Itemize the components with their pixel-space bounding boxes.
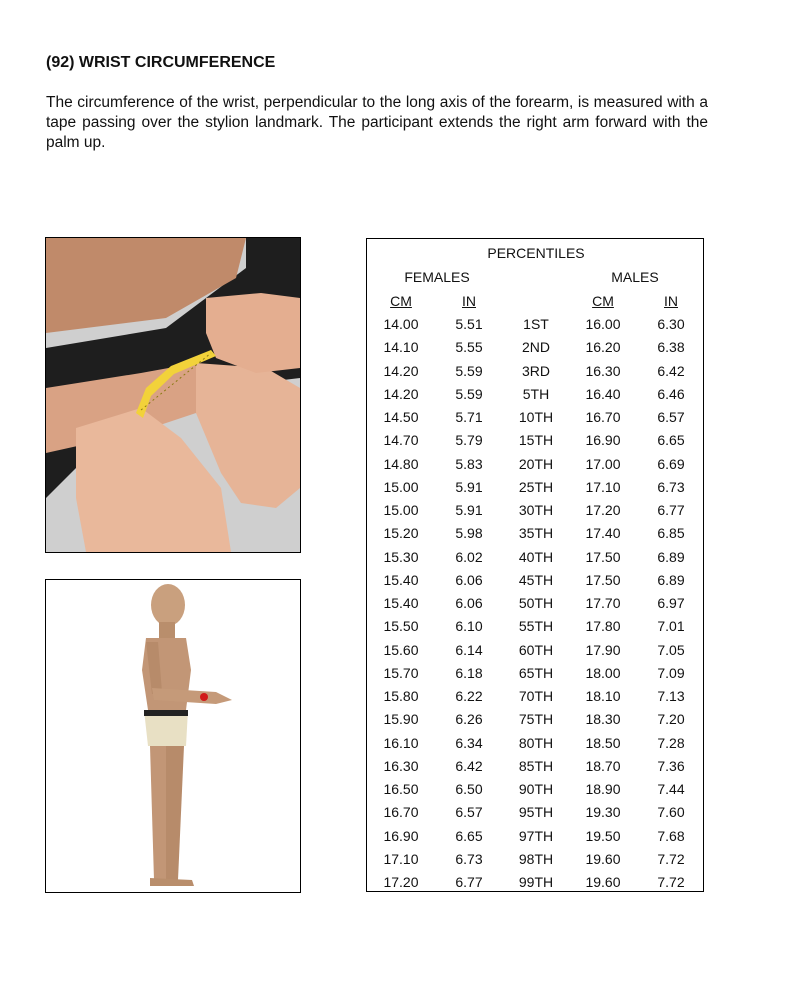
male-in-cell: 6.77 xyxy=(657,502,685,518)
percentile-cell: 3RD xyxy=(521,362,550,379)
percentile-cell: 35TH xyxy=(518,525,554,542)
table-title: PERCENTILES xyxy=(487,245,585,261)
male-in-cell: 7.28 xyxy=(657,734,685,751)
percentile-cell: 15TH xyxy=(518,432,554,449)
female-cm-cell: 16.10 xyxy=(383,734,419,751)
male-cm-cell: 17.20 xyxy=(585,502,621,518)
male-in-cell: 6.97 xyxy=(657,595,685,611)
table-row xyxy=(367,851,703,874)
female-cm-cell: 15.70 xyxy=(383,664,419,681)
percentile-cell: 80TH xyxy=(518,734,554,751)
female-cm-cell: 15.00 xyxy=(383,478,419,495)
male-in-cell: 6.89 xyxy=(657,571,685,588)
male-cm-cell: 17.70 xyxy=(585,595,621,611)
female-cm-cell: 14.70 xyxy=(383,432,419,449)
table-row xyxy=(367,642,703,665)
percentiles-table xyxy=(366,238,704,892)
wrist-photo-illustration xyxy=(46,238,300,552)
male-in-cell: 6.69 xyxy=(657,455,685,472)
female-in-cell: 6.22 xyxy=(455,688,483,704)
table-row xyxy=(367,456,703,479)
percentile-cell: 60TH xyxy=(518,641,554,658)
percentile-cell: 25TH xyxy=(518,478,554,495)
male-in-cell: 6.30 xyxy=(657,316,685,332)
table-row xyxy=(367,804,703,827)
table-row xyxy=(367,386,703,409)
male-in-cell: 6.89 xyxy=(657,548,685,565)
male-cm-cell: 17.10 xyxy=(585,478,621,495)
percentile-cell: 2ND xyxy=(521,339,550,356)
table-row xyxy=(367,525,703,548)
percentile-cell: 97TH xyxy=(518,827,554,844)
percentile-cell: 50TH xyxy=(518,595,554,611)
female-in-header: IN xyxy=(462,293,476,309)
table-row xyxy=(367,758,703,781)
female-in-cell: 5.59 xyxy=(455,362,483,379)
page-title: (92) WRIST CIRCUMFERENCE xyxy=(46,54,276,71)
male-in-cell: 6.42 xyxy=(657,362,685,379)
female-in-cell: 5.71 xyxy=(455,409,483,425)
male-cm-header: CM xyxy=(592,293,614,309)
table-row xyxy=(367,735,703,758)
percentile-cell: 90TH xyxy=(518,781,554,797)
female-cm-cell: 15.80 xyxy=(383,688,419,704)
male-cm-cell: 16.40 xyxy=(585,385,621,402)
male-in-cell: 7.72 xyxy=(657,874,685,890)
percentile-cell: 75TH xyxy=(518,711,554,728)
male-cm-cell: 17.40 xyxy=(585,525,621,542)
male-cm-cell: 18.30 xyxy=(585,711,621,728)
percentile-cell: 5TH xyxy=(522,385,550,402)
male-cm-cell: 17.00 xyxy=(585,455,621,472)
percentile-cell: 20TH xyxy=(518,455,554,472)
female-in-cell: 6.10 xyxy=(455,618,483,635)
female-in-cell: 6.02 xyxy=(455,548,483,565)
female-cm-cell: 16.50 xyxy=(383,781,419,797)
measurement-description: The circumference of the wrist, perpendicular to the long axis of the forearm, is measured with a tape passing over the stylion landmark. The participant extends the right arm forward with the palm up. xyxy=(46,94,708,151)
male-in-cell: 6.57 xyxy=(657,409,685,425)
table-row xyxy=(367,363,703,386)
percentile-cell: 30TH xyxy=(518,502,554,518)
female-cm-cell: 15.30 xyxy=(383,548,419,565)
male-cm-cell: 17.50 xyxy=(585,571,621,588)
table-row xyxy=(367,432,703,455)
table-row xyxy=(367,479,703,502)
female-in-cell: 6.42 xyxy=(455,757,483,774)
female-cm-cell: 14.80 xyxy=(383,455,419,472)
male-cm-cell: 16.90 xyxy=(585,432,621,449)
percentile-cell: 10TH xyxy=(518,409,554,425)
male-cm-cell: 17.50 xyxy=(585,548,621,565)
female-in-cell: 6.77 xyxy=(455,874,483,890)
anthropometric-model-figure xyxy=(45,579,301,893)
male-cm-cell: 18.90 xyxy=(585,781,621,797)
male-in-header: IN xyxy=(664,293,678,309)
percentile-cell: 45TH xyxy=(518,571,554,588)
female-in-cell: 5.91 xyxy=(455,502,483,518)
percentile-cell: 1ST xyxy=(523,316,549,332)
female-cm-cell: 14.20 xyxy=(383,385,419,402)
table-row xyxy=(367,618,703,641)
table-row xyxy=(367,828,703,851)
female-in-cell: 6.57 xyxy=(455,804,483,821)
male-cm-cell: 18.70 xyxy=(585,757,621,774)
female-cm-cell: 15.00 xyxy=(383,502,419,518)
male-cm-cell: 16.70 xyxy=(585,409,621,425)
male-in-cell: 7.44 xyxy=(657,781,685,797)
wrist-measurement-photo xyxy=(45,237,301,553)
percentile-cell: 99TH xyxy=(518,874,554,890)
male-cm-cell: 17.80 xyxy=(585,618,621,635)
male-in-cell: 7.68 xyxy=(657,827,685,844)
percentile-cell: 40TH xyxy=(518,548,554,565)
male-in-cell: 6.73 xyxy=(657,478,685,495)
female-cm-cell: 14.20 xyxy=(383,362,419,379)
female-cm-cell: 14.50 xyxy=(383,409,419,425)
male-in-cell: 6.65 xyxy=(657,432,685,449)
percentile-cell: 95TH xyxy=(518,804,554,821)
male-in-cell: 7.72 xyxy=(657,850,685,867)
male-in-cell: 6.85 xyxy=(657,525,685,542)
female-cm-cell: 16.90 xyxy=(383,827,419,844)
female-in-cell: 6.14 xyxy=(455,641,483,658)
female-in-cell: 6.18 xyxy=(455,664,483,681)
table-row xyxy=(367,549,703,572)
female-cm-cell: 15.50 xyxy=(383,618,419,635)
male-in-cell: 7.60 xyxy=(657,804,685,821)
table-row xyxy=(367,409,703,432)
female-cm-cell: 14.00 xyxy=(383,316,419,332)
female-cm-cell: 16.30 xyxy=(383,757,419,774)
female-cm-cell: 15.60 xyxy=(383,641,419,658)
percentile-cell: 55TH xyxy=(518,618,554,635)
female-in-cell: 5.83 xyxy=(455,455,483,472)
female-cm-cell: 15.90 xyxy=(383,711,419,728)
male-in-cell: 6.46 xyxy=(657,385,685,402)
female-in-cell: 6.26 xyxy=(455,711,483,728)
table-row xyxy=(367,572,703,595)
table-row xyxy=(367,874,703,897)
table-row xyxy=(367,339,703,362)
percentile-cell: 65TH xyxy=(518,664,554,681)
male-in-cell: 7.09 xyxy=(657,664,685,681)
male-cm-cell: 16.20 xyxy=(585,339,621,356)
male-cm-cell: 19.60 xyxy=(585,850,621,867)
table-row xyxy=(367,688,703,711)
male-in-cell: 7.36 xyxy=(657,757,685,774)
female-cm-cell: 17.20 xyxy=(383,874,419,890)
male-in-cell: 7.20 xyxy=(657,711,685,728)
table-row xyxy=(367,595,703,618)
female-in-cell: 6.06 xyxy=(455,595,483,611)
males-header: MALES xyxy=(611,269,659,285)
male-cm-cell: 19.60 xyxy=(585,874,621,890)
male-cm-cell: 18.50 xyxy=(585,734,621,751)
male-cm-cell: 16.00 xyxy=(585,316,621,332)
female-in-cell: 5.91 xyxy=(455,478,483,495)
male-cm-cell: 19.30 xyxy=(585,804,621,821)
table-row xyxy=(367,711,703,734)
male-cm-cell: 19.50 xyxy=(585,827,621,844)
table-row xyxy=(367,665,703,688)
female-in-cell: 5.55 xyxy=(455,339,483,356)
female-in-cell: 6.50 xyxy=(455,781,483,797)
female-in-cell: 5.51 xyxy=(455,316,483,332)
table-row xyxy=(367,502,703,525)
female-cm-cell: 15.20 xyxy=(383,525,419,542)
female-cm-cell: 15.40 xyxy=(383,595,419,611)
female-in-cell: 5.98 xyxy=(455,525,483,542)
female-in-cell: 6.65 xyxy=(455,827,483,844)
table-row xyxy=(367,316,703,339)
females-header: FEMALES xyxy=(404,269,470,285)
male-in-cell: 6.38 xyxy=(657,339,685,356)
female-cm-cell: 17.10 xyxy=(383,850,419,867)
female-in-cell: 6.34 xyxy=(455,734,483,751)
female-cm-cell: 16.70 xyxy=(383,804,419,821)
female-in-cell: 6.73 xyxy=(455,850,483,867)
female-cm-cell: 15.40 xyxy=(383,571,419,588)
percentile-cell: 70TH xyxy=(518,688,554,704)
male-cm-cell: 18.00 xyxy=(585,664,621,681)
male-in-cell: 7.05 xyxy=(657,641,685,658)
female-cm-header: CM xyxy=(390,293,412,309)
female-in-cell: 6.06 xyxy=(455,571,483,588)
male-in-cell: 7.13 xyxy=(657,688,685,704)
male-cm-cell: 16.30 xyxy=(585,362,621,379)
female-cm-cell: 14.10 xyxy=(383,339,419,356)
percentile-cell: 85TH xyxy=(518,757,554,774)
female-in-cell: 5.79 xyxy=(455,432,483,449)
male-in-cell: 7.01 xyxy=(657,618,685,635)
table-row xyxy=(367,781,703,804)
female-in-cell: 5.59 xyxy=(455,385,483,402)
male-cm-cell: 17.90 xyxy=(585,641,621,658)
percentile-cell: 98TH xyxy=(518,850,554,867)
male-cm-cell: 18.10 xyxy=(585,688,621,704)
model-illustration xyxy=(46,580,300,892)
